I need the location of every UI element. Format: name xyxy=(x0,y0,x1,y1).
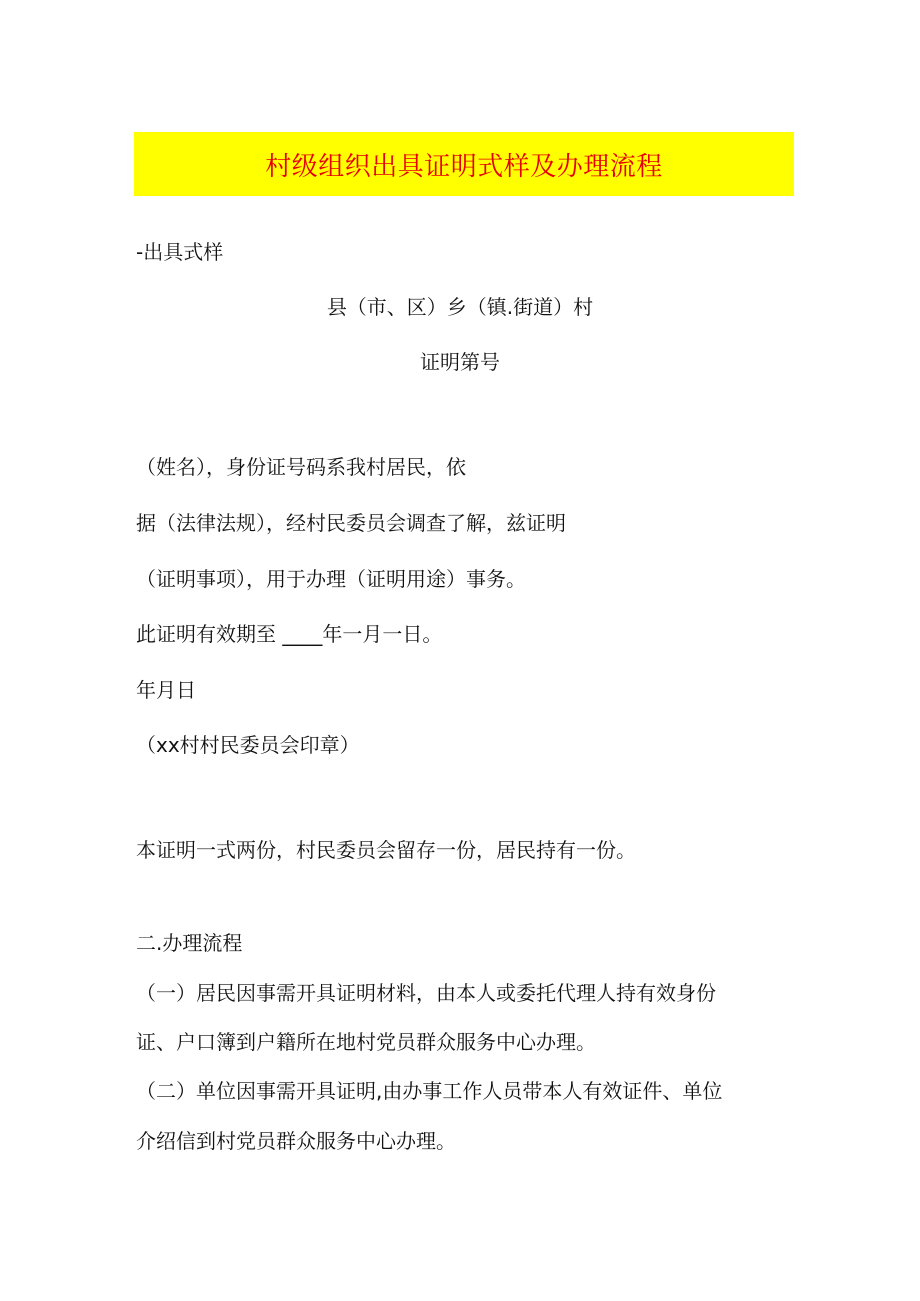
date-line: 年月日 xyxy=(136,678,196,702)
validity-line: 此证明有效期至 ____年一月一日。 xyxy=(136,622,443,646)
document-title: 村级组织出具证明式样及办理流程 xyxy=(265,151,663,182)
certificate-header-line1: 县（市、区）乡（镇.街道）村 xyxy=(326,295,594,319)
certificate-header-line2: 证明第号 xyxy=(420,350,500,374)
section1-heading: -出具式样 xyxy=(136,240,224,264)
process-item1-line2: 证、户口簿到户籍所在地村党员群众服务中心办理。 xyxy=(136,1030,596,1054)
certificate-body-line2: 据（法律法规），经村民委员会调查了解，兹证明 xyxy=(136,511,566,535)
process-item2-line2: 介绍信到村党员群众服务中心办理。 xyxy=(136,1129,456,1153)
copies-note: 本证明一式两份，村民委员会留存一份，居民持有一份。 xyxy=(136,838,636,862)
title-banner xyxy=(134,132,794,196)
section2-heading: 二.办理流程 xyxy=(136,931,243,955)
certificate-body-line1: （姓名），身份证号码系我村居民，依 xyxy=(136,455,466,479)
process-item1-line1: （一）居民因事需开具证明材料，由本人或委托代理人持有效身份 xyxy=(136,981,716,1005)
seal-line: （xx村村民委员会印章） xyxy=(136,733,360,757)
process-item2-line1: （二）单位因事需开具证明,由办事工作人员带本人有效证件、单位 xyxy=(136,1079,723,1103)
certificate-body-line3: （证明事项），用于办理（证明用途）事务。 xyxy=(136,567,526,591)
